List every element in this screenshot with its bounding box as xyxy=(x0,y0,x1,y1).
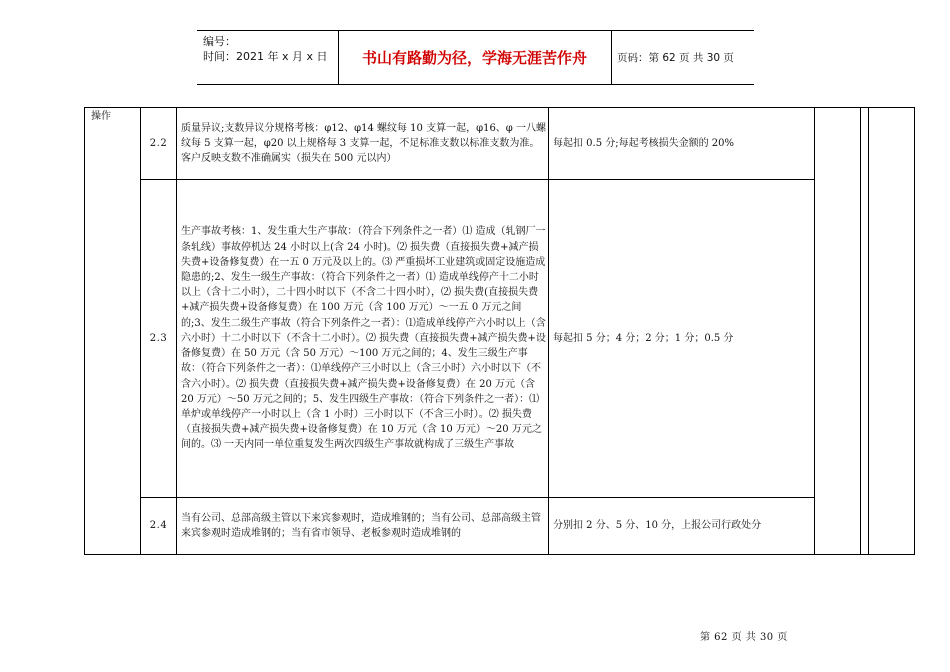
header-page-info: 页码：第 62 页 共 30 页 xyxy=(617,52,734,64)
document-date: 时间：2021 年 x 月 x 日 xyxy=(203,50,328,63)
item-number: 2.2 xyxy=(141,108,177,180)
empty-cell xyxy=(815,108,861,555)
item-score: 每起扣 5 分；4 分；2 分；1 分；0.5 分 xyxy=(549,180,815,498)
item-content: 生产事故考核：1、发生重大生产事故：（符合下列条件之一者）⑴ 造成（轧钢厂一条轧线）事故停机达 24 小时以上(含 24 小时)。⑵ 损失费（直接损失费+减产损失费+设备修复费）在一五 0 万元及以上的。⑶ 严重损坏工业建筑或固定设施造成隐患的;2、发生一级生产事故：（符合下列条件之一者）⑴ 造成单线停产十二小时以上（含十二小时），二十四小时以下（不含二十四小时），⑵ 损失费(直接损失费+减产损失费+设备修复费）在 100 万元（含 100 万元）～一五 0 万元之间的;3、发生二级生产事故（符合下列条件之一者）：⑴造成单线停产六小时以上（含六小时）十二小时以下（不含十二小时）。⑵ 损失费（直接损失费+减产损失费+设备修复费）在 50 万元（含 50 万元）～100 万元之间的；4、发生三级生产事故：（符合下列条件之一者）：⑴单线停产三小时以上（含三小时）六小时以下（不含六小时）。⑵ 损失费（直接损失费+减产损失费+设备修复费）在 20 万元（含 20 万元）～50 万元之间的；5、发生四级生产事故：（符合下列条件之一者）：⑴ 单炉或单线停产一小时以上（含 1 小时）三小时以下（不含三小时）。⑵ 损失费（直接损失费+减产损失费+设备修复费）在 10 万元（含 10 万元）～20 万元之间的。⑶ 一天内同一单位重复发生两次四级生产事故就构成了三级生产事故 xyxy=(177,180,549,498)
category-cell: 操作 xyxy=(85,108,141,555)
item-number: 2.3 xyxy=(141,180,177,498)
table-row xyxy=(85,498,915,555)
table-row xyxy=(85,180,915,498)
empty-cell xyxy=(869,108,915,555)
page-header xyxy=(197,30,754,85)
item-number: 2.4 xyxy=(141,498,177,555)
item-score: 分别扣 2 分、5 分、10 分，上报公司行政处分 xyxy=(549,498,815,555)
header-meta xyxy=(203,34,328,64)
header-motto: 书山有路勤为径，学海无涯苦作舟 xyxy=(361,49,587,67)
document-number-label: 编号： xyxy=(203,35,236,48)
assessment-table xyxy=(84,107,915,555)
table-row xyxy=(85,108,915,180)
item-content: 当有公司、总部高级主管以下来宾参观时，造成堆钢的；当有公司、总部高级主管来宾参观时造成堆钢的；当有省市领导、老板参观时造成堆钢的 xyxy=(177,498,549,555)
item-score: 每起扣 0.5 分;每起考核损失金额的 20% xyxy=(549,108,815,180)
page-footer: 第 62 页 共 30 页 xyxy=(700,632,788,643)
item-content: 质量异议;支数异议分规格考核：φ12、φ14 螺纹每 10 支算一起，φ16、φ 一八螺纹每 5 支算一起，φ20 以上规格每 3 支算一起，不足标准支数以标准支数为准。客户反映支数不准确属实（损失在 500 元以内） xyxy=(177,108,549,180)
header-divider xyxy=(611,31,612,84)
empty-cell xyxy=(861,108,869,555)
